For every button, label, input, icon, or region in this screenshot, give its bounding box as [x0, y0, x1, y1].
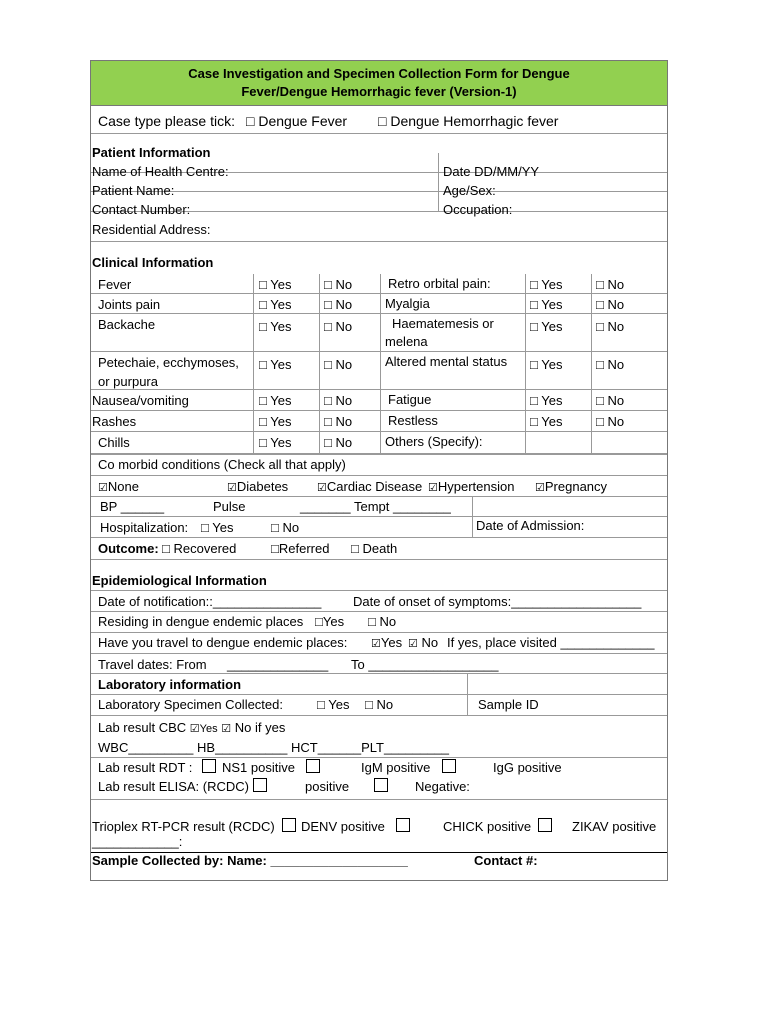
- travel-to-field[interactable]: To __________________: [351, 657, 499, 672]
- symptom-yes-checkbox[interactable]: □ Yes: [259, 414, 292, 429]
- cbc-yes-checkbox[interactable]: ☑Yes: [189, 723, 218, 735]
- contact-field[interactable]: Contact #:: [474, 853, 538, 868]
- symptom-no-checkbox[interactable]: □ No: [324, 435, 353, 450]
- symptom-yes-checkbox[interactable]: □ Yes: [259, 297, 292, 312]
- conditions-row: [91, 476, 667, 497]
- symptom-yes-checkbox[interactable]: □ Yes: [259, 357, 292, 372]
- symptom-label: Rashes: [92, 414, 137, 429]
- igm-label: IgM positive: [361, 760, 431, 775]
- travel-from-label: Travel dates: From: [98, 657, 207, 672]
- epi-heading-row: [91, 560, 667, 591]
- outcome-death-checkbox[interactable]: □ Death: [351, 541, 398, 556]
- symptom-label: Fatigue: [388, 392, 432, 407]
- clinical-row: [91, 274, 667, 294]
- clinical-grid-line: [253, 274, 254, 454]
- case-type-dengue-fever-checkbox[interactable]: □ Dengue Fever: [246, 113, 348, 129]
- residential-address-field[interactable]: Residential Address:: [92, 222, 211, 237]
- specimen-no-checkbox[interactable]: □ No: [365, 697, 394, 712]
- cbc-values-field[interactable]: WBC_________ HB__________ HCT______PLT_________: [98, 740, 450, 755]
- hospitalization-no-checkbox[interactable]: □ No: [271, 520, 300, 535]
- collected-by-field[interactable]: Sample Collected by: Name: ___________________: [92, 853, 408, 868]
- condition-checkbox[interactable]: ☑Cardiac Disease: [317, 479, 423, 494]
- symptom-label: Restless: [388, 413, 438, 428]
- notification-date-field[interactable]: Date of notification::_______________: [98, 594, 322, 609]
- clinical-row: [91, 352, 667, 390]
- symptom-no-checkbox[interactable]: □ No: [596, 277, 625, 292]
- elisa-label: Lab result ELISA: (RCDC): [98, 779, 249, 794]
- symptom-no-checkbox[interactable]: □ No: [324, 319, 353, 334]
- bp-field[interactable]: BP ______: [100, 499, 165, 514]
- hospitalization-yes-checkbox[interactable]: □ Yes: [201, 520, 234, 535]
- case-investigation-form: [90, 60, 668, 881]
- symptom-no-checkbox[interactable]: □ No: [596, 414, 625, 429]
- patient-row-3: [91, 192, 667, 217]
- sample-id-field[interactable]: Sample ID: [478, 697, 539, 712]
- denv-label: DENV positive: [301, 819, 385, 834]
- denv-checkbox[interactable]: [282, 818, 296, 832]
- symptom-no-checkbox[interactable]: □ No: [324, 357, 353, 372]
- symptom-label: Others (Specify):: [385, 434, 483, 449]
- endemic-yes-checkbox[interactable]: □Yes: [315, 614, 345, 629]
- symptom-no-checkbox[interactable]: □ No: [324, 277, 353, 292]
- form-header: [91, 61, 667, 106]
- symptom-yes-checkbox[interactable]: □ Yes: [530, 357, 563, 372]
- symptom-label: or purpura: [98, 374, 158, 389]
- hospitalization-row: [91, 517, 667, 538]
- symptom-label: Joints pain: [98, 297, 161, 312]
- hosp-divider: [472, 497, 473, 538]
- condition-checkbox[interactable]: ☑None: [98, 479, 139, 494]
- condition-checkbox[interactable]: ☑Hypertension: [428, 479, 515, 494]
- form-title-line2: Fever/Dengue Hemorrhagic fever (Version-1): [241, 84, 517, 99]
- patient-divider: [438, 153, 439, 212]
- patient-row-2: [91, 173, 667, 198]
- symptom-yes-checkbox[interactable]: □ Yes: [530, 297, 563, 312]
- trioplex-label: Trioplex RT-PCR result (RCDC): [92, 819, 275, 834]
- clinical-row: [91, 432, 667, 454]
- rdt-elisa-row: [91, 758, 667, 800]
- symptom-yes-checkbox[interactable]: □ Yes: [530, 393, 563, 408]
- cbc-row: [91, 716, 667, 758]
- symptom-yes-checkbox[interactable]: □ Yes: [259, 277, 292, 292]
- chick-label: CHICK positive: [443, 819, 532, 834]
- symptom-yes-checkbox[interactable]: □ Yes: [259, 393, 292, 408]
- symptom-yes-checkbox[interactable]: □ Yes: [259, 435, 292, 450]
- igg-label: IgG positive: [493, 760, 562, 775]
- lab-divider: [467, 674, 468, 716]
- specimen-label: Laboratory Specimen Collected:: [98, 697, 283, 712]
- condition-checkbox[interactable]: ☑Diabetes: [227, 479, 289, 494]
- contact-number-field[interactable]: Contact Number:: [92, 202, 191, 217]
- clinical-row: [91, 411, 667, 432]
- symptom-yes-checkbox[interactable]: □ Yes: [259, 319, 292, 334]
- symptom-label: Backache: [98, 317, 156, 332]
- outcome-label: Outcome:: [98, 541, 159, 556]
- outcome-row: [91, 538, 667, 560]
- symptom-label: Myalgia: [385, 296, 430, 311]
- elisa-negative-checkbox[interactable]: [374, 778, 388, 792]
- clinical-grid-line: [591, 274, 592, 454]
- endemic-row: [91, 612, 667, 633]
- endemic-label: Residing in dengue endemic places: [98, 614, 304, 629]
- igm-checkbox[interactable]: [306, 759, 320, 773]
- travel-question: Have you travel to dengue endemic places:: [98, 635, 348, 650]
- zikav-label: ZIKAV positive: [572, 819, 657, 834]
- symptom-no-checkbox[interactable]: □ No: [596, 319, 625, 334]
- zikav-checkbox[interactable]: [538, 818, 552, 832]
- lab-heading-row: [91, 674, 667, 695]
- patient-row-1: [91, 153, 667, 179]
- case-type-dhf-checkbox[interactable]: □ Dengue Hemorrhagic fever: [378, 113, 559, 129]
- symptom-no-checkbox[interactable]: □ No: [596, 357, 625, 372]
- onset-date-field[interactable]: Date of onset of symptoms:__________________: [353, 594, 642, 609]
- hospitalization-label: Hospitalization:: [100, 520, 189, 535]
- trioplex-row: [91, 800, 667, 853]
- admission-date-field[interactable]: Date of Admission:: [476, 518, 585, 533]
- clinical-row: [91, 314, 667, 352]
- clinical-row: [91, 390, 667, 411]
- specimen-row: [91, 695, 667, 716]
- endemic-no-checkbox[interactable]: □ No: [368, 614, 397, 629]
- symptom-label: melena: [385, 334, 428, 349]
- chick-checkbox[interactable]: [396, 818, 410, 832]
- elisa-negative-label: Negative:: [415, 779, 470, 794]
- ns1-checkbox[interactable]: [202, 759, 216, 773]
- specimen-yes-checkbox[interactable]: □ Yes: [317, 697, 350, 712]
- patient-info-heading: Patient Information: [92, 145, 211, 160]
- lab-info-heading: Laboratory information: [98, 677, 242, 692]
- symptom-yes-checkbox[interactable]: □ Yes: [530, 414, 563, 429]
- pulse-field[interactable]: Pulse: [213, 499, 246, 514]
- vitals-row: [91, 497, 667, 517]
- travel-yes-checkbox[interactable]: ☑Yes: [371, 635, 403, 650]
- clinical-grid-line: [380, 274, 381, 454]
- travel-row: [91, 633, 667, 654]
- condition-checkbox[interactable]: ☑Pregnancy: [535, 479, 608, 494]
- case-type-row: [91, 106, 667, 134]
- symptom-yes-checkbox[interactable]: □ Yes: [530, 319, 563, 334]
- outcome-referred-checkbox[interactable]: □Referred: [271, 541, 330, 556]
- comorbid-label: Co morbid conditions (Check all that apply): [98, 457, 346, 472]
- symptom-no-checkbox[interactable]: □ No: [324, 297, 353, 312]
- symptom-no-checkbox[interactable]: □ No: [596, 393, 625, 408]
- travel-dates-row: [91, 654, 667, 674]
- cbc-no-checkbox[interactable]: ☑: [221, 723, 232, 735]
- ns1-label: NS1 positive: [222, 760, 295, 775]
- symptom-no-checkbox[interactable]: □ No: [324, 393, 353, 408]
- symptom-label: Altered mental status: [385, 354, 508, 369]
- outcome-recovered-checkbox[interactable]: □ Recovered: [162, 541, 237, 556]
- tempt-field[interactable]: _______ Tempt ________: [300, 499, 451, 514]
- form-title-line1: Case Investigation and Specimen Collection Form for Dengue: [188, 66, 570, 81]
- elisa-positive-label: positive: [305, 779, 350, 794]
- elisa-positive-checkbox[interactable]: [253, 778, 267, 792]
- cbc-label: Lab result CBC ☑Yes ☑ No if yes: [98, 720, 286, 735]
- travel-no-checkbox[interactable]: ☑ No: [408, 635, 439, 650]
- symptom-label: Nausea/vomiting: [92, 393, 189, 408]
- comorbid-row: [91, 454, 667, 476]
- symptom-label: Fever: [98, 277, 132, 292]
- symptom-yes-checkbox[interactable]: □ Yes: [530, 277, 563, 292]
- rdt-label: Lab result RDT :: [98, 760, 193, 775]
- occupation-field[interactable]: Occupation:: [443, 202, 513, 217]
- clinical-info-heading: Clinical Information: [92, 255, 214, 270]
- patient-row-4: [91, 212, 667, 242]
- epi-info-heading: Epidemiological Information: [92, 573, 267, 588]
- symptom-label: Haematemesis or: [392, 316, 494, 331]
- travel-from-field[interactable]: ______________: [227, 657, 329, 672]
- trioplex-underline[interactable]: ____________:: [92, 834, 183, 849]
- clinical-grid-line: [525, 274, 526, 454]
- health-centre-field[interactable]: Name of Health Centre:: [92, 164, 229, 179]
- date-field[interactable]: Date DD/MM/YY: [443, 164, 540, 179]
- notification-row: [91, 591, 667, 612]
- patient-name-field[interactable]: Patient Name:: [92, 183, 175, 198]
- clinical-grid-line: [319, 274, 320, 454]
- symptom-no-checkbox[interactable]: □ No: [596, 297, 625, 312]
- age-sex-field[interactable]: Age/Sex:: [443, 183, 496, 198]
- patient-heading-row: [91, 135, 667, 160]
- symptom-label: Chills: [98, 435, 130, 450]
- clinical-row: [91, 294, 667, 314]
- collected-by-row: [91, 853, 667, 881]
- place-visited-field[interactable]: If yes, place visited _____________: [447, 635, 655, 650]
- case-type-label: Case type please tick:: [98, 113, 235, 129]
- symptom-label: Retro orbital pain:: [388, 276, 491, 291]
- symptom-no-checkbox[interactable]: □ No: [324, 414, 353, 429]
- symptom-label: Petechaie, ecchymoses,: [98, 355, 239, 370]
- igg-checkbox[interactable]: [442, 759, 456, 773]
